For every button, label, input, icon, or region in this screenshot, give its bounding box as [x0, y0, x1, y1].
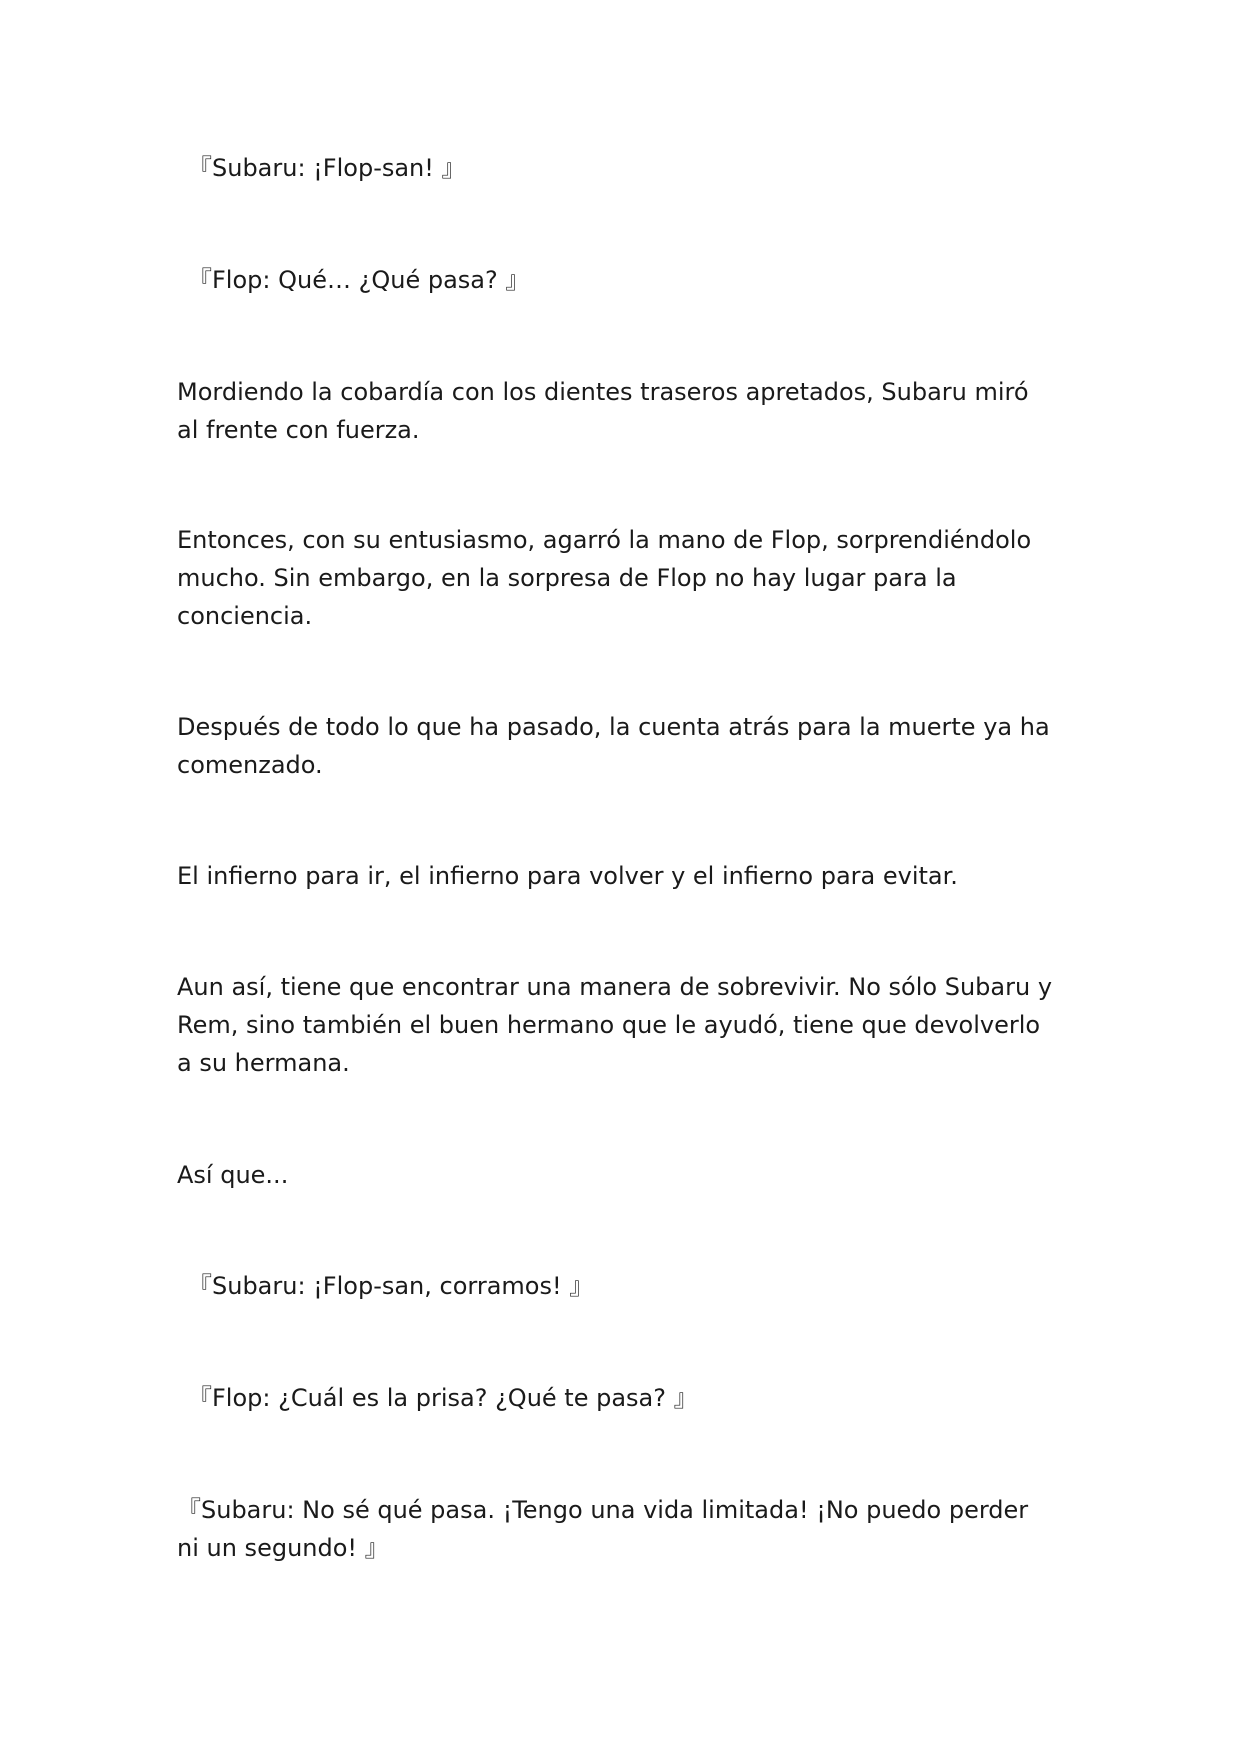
- dialogue-line-subaru-2: 『Subaru: ¡Flop-san, corramos! 』: [188, 1272, 594, 1300]
- dialogue-line-flop-2: 『Flop: ¿Cuál es la prisa? ¿Qué te pasa? 』: [188, 1384, 698, 1412]
- dialogue-line-flop-1: 『Flop: Qué… ¿Qué pasa? 』: [188, 266, 530, 294]
- narration-paragraph: Mordiendo la cobardía con los dientes traseros apretados, Subaru miró al frente con fuerza.: [177, 378, 1029, 444]
- narration-paragraph: Después de todo lo que ha pasado, la cuenta atrás para la muerte ya ha comenzado.: [177, 713, 1050, 779]
- narration-paragraph: Entonces, con su entusiasmo, agarró la mano de Flop, sorprendiéndolo mucho. Sin embargo, en la sorpresa de Flop no hay lugar para la conciencia.: [177, 526, 1032, 630]
- dialogue-line-subaru-3: 『Subaru: No sé qué pasa. ¡Tengo una vida limitada! ¡No puedo perder ni un segundo! 』: [177, 1496, 1029, 1562]
- narration-paragraph: Así que...: [177, 1161, 289, 1189]
- narration-paragraph: Aun así, tiene que encontrar una manera de sobrevivir. No sólo Subaru y Rem, sino también el buen hermano que le ayudó, tiene que devolverlo a su hermana.: [177, 973, 1053, 1077]
- narration-paragraph: El infierno para ir, el infierno para volver y el infierno para evitar.: [177, 862, 958, 890]
- dialogue-line-subaru-1: 『Subaru: ¡Flop-san! 』: [188, 154, 466, 182]
